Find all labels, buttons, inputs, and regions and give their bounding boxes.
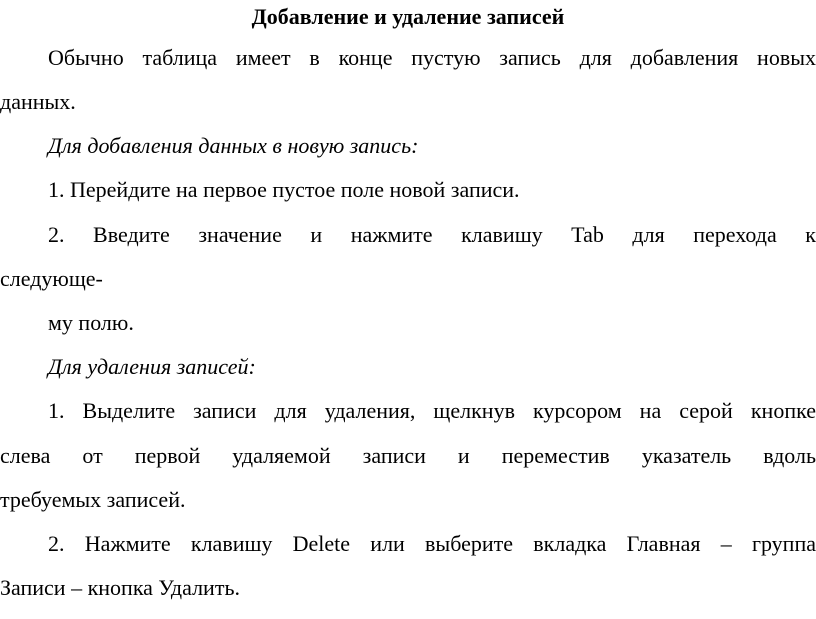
add-step-2-line: 2. Введите значение и нажмите клавишу Tab для перехода к — [48, 222, 816, 247]
delete-step-1-line: требуемых записей. — [0, 487, 186, 512]
add-records-heading: Для добавления данных в новую запись: — [48, 133, 419, 158]
delete-step-2-line: Записи – кнопка Удалить. — [0, 575, 240, 600]
intro-paragraph-line: данных. — [0, 89, 76, 114]
add-step-2-line: следующе- — [0, 266, 103, 291]
delete-step-1-line: слева от первой удаляемой записи и переместив указатель вдоль — [0, 443, 816, 468]
page-title: Добавление и удаление записей — [251, 4, 565, 29]
add-step-2-line: му полю. — [48, 310, 134, 335]
intro-paragraph-line: Обычно таблица имеет в конце пустую запись для добавления новых — [48, 45, 816, 70]
delete-step-1-line: 1. Выделите записи для удаления, щелкнув курсором на серой кнопке — [48, 398, 816, 423]
add-step-1: 1. Перейдите на первое пустое поле новой записи. — [48, 177, 520, 202]
delete-step-2-line: 2. Нажмите клавишу Delete или выберите вкладка Главная – группа — [48, 531, 816, 556]
delete-records-heading: Для удаления записей: — [48, 354, 256, 379]
